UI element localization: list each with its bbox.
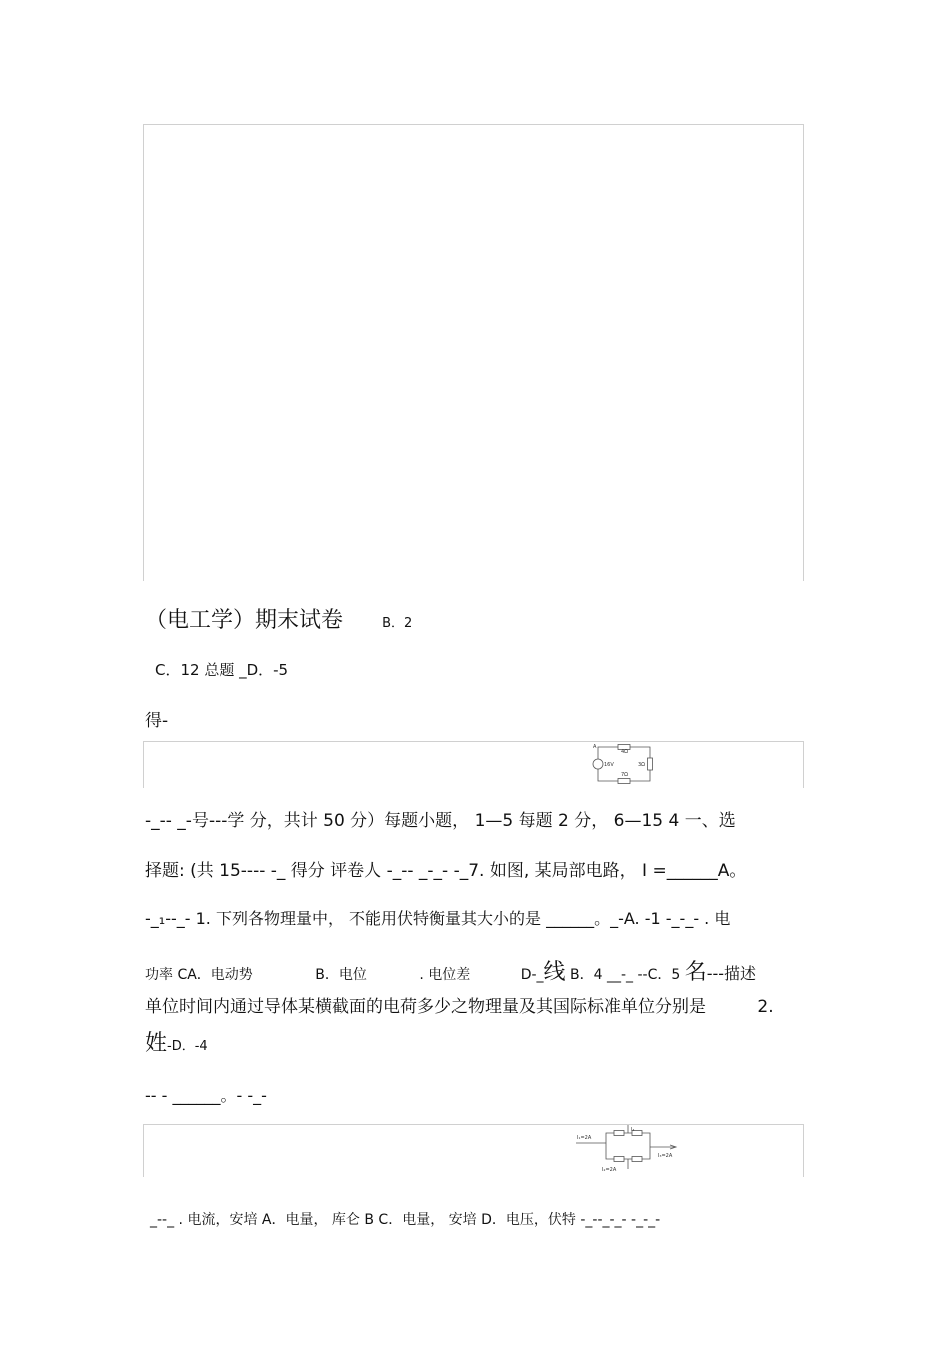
fig2-i3-label: I₃=2A: [658, 1153, 673, 1159]
options-line: [145, 955, 756, 986]
option-b: B．2: [382, 616, 413, 631]
opt-d: D-_: [520, 967, 544, 983]
opt-xian: 线: [543, 960, 566, 985]
xing-char: 姓: [145, 1031, 168, 1056]
fig1-r3-label: 7Ω: [621, 772, 629, 778]
section-line: 择题: (共 15---- -_ 得分 评卷人 -_-- _-_- -_7. 如图, 某局部电路， I =______A。: [145, 861, 747, 881]
question-intro-line: -_-- _-号---学 分，共计 50 分）每题小题， 1—5 每题 2 分， 6—15 4 一、选: [145, 811, 736, 831]
q2-text: 单位时间内通过导体某横截面的电荷多少之物理量及其国际标准单位分别是: [145, 997, 706, 1017]
fig1-source-label: 16V: [604, 762, 614, 768]
fig2-i4-label: I₄: [631, 1127, 635, 1133]
line-c: C．12 总题 _D．-5: [155, 661, 289, 679]
fig1-node-label: A: [593, 744, 597, 750]
top-figure-frame: [143, 124, 804, 581]
fig2-i2-label: I₂=2A: [602, 1167, 617, 1173]
xing-rest: -D．-4: [167, 1039, 208, 1054]
question-1-line: -_₁--_- 1. 下列各物理量中， 不能用伏特衡量其大小的是 ______。_-A. -1 -_-_- . 电: [145, 909, 731, 928]
circuit-diagram-2: [576, 1125, 682, 1175]
fig1-r2-label: 3Ω: [638, 762, 646, 768]
question-2-line: [145, 992, 774, 1017]
opt-ming: 名: [684, 960, 707, 985]
circuit-figure-frame-2: [143, 1124, 804, 1177]
circuit-figure-frame-1: [143, 741, 804, 788]
fig1-r1-label: 4Ω: [621, 749, 629, 755]
answer-options-line: _--_ . 电流，安培 A．电量， 库仑 B C．电量， 安培 D．电压，伏特 -_--_-_- -_-_-: [150, 1212, 661, 1228]
blank-line: -- - ______。- -_-: [145, 1086, 267, 1105]
exam-title-line: [145, 603, 412, 634]
opt-b: B．电位: [315, 967, 367, 983]
opt-f: ---描述: [706, 964, 757, 983]
q2-number: 2.: [757, 997, 774, 1017]
opt-a: 功率 CA．电动势: [145, 967, 253, 983]
circuit-diagram-1: [592, 742, 662, 786]
line-de: 得-: [145, 711, 169, 731]
opt-c: . 电位差: [419, 967, 471, 983]
xing-line: [145, 1026, 208, 1057]
fig2-i1-label: I₁=2A: [577, 1135, 592, 1141]
opt-e: B．4 __-_ --C．5: [565, 967, 685, 983]
exam-title: （电工学）期末试卷: [145, 608, 344, 633]
